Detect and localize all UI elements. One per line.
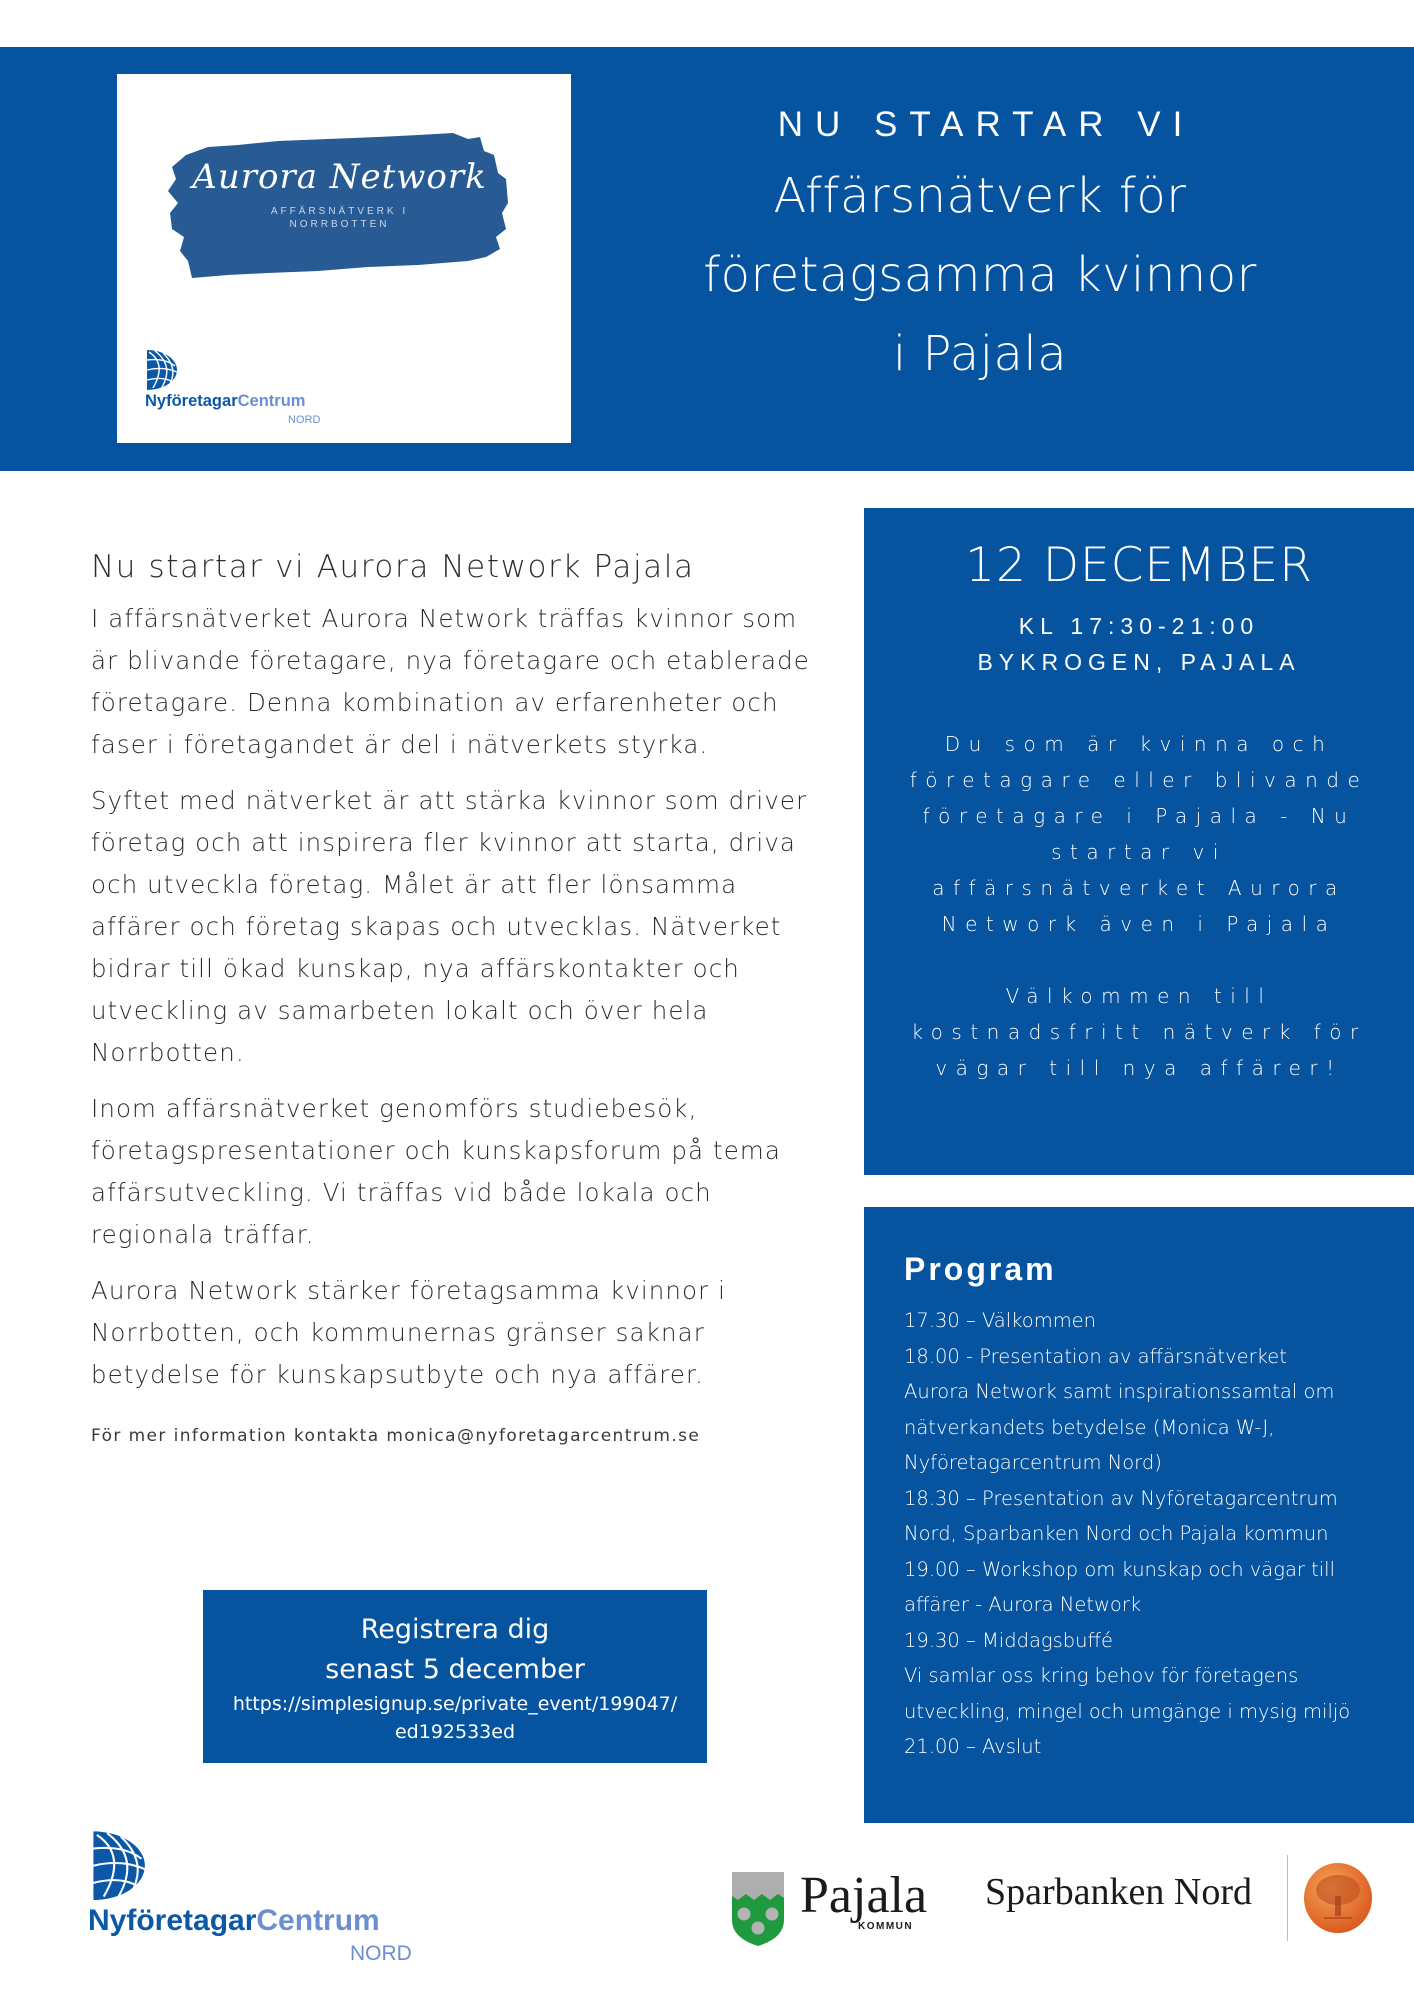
intro-heading: Nu startar vi Aurora Network Pajala — [91, 549, 695, 585]
program-line: 19.00 – Workshop om kunskap och vägar till — [904, 1557, 1336, 1581]
event-info-box — [864, 508, 1414, 1175]
program-line: 21.00 – Avslut — [904, 1735, 1042, 1758]
aurora-subtitle-line2: NORRBOTTEN — [289, 219, 390, 230]
program-line: affärer - Aurora Network — [904, 1593, 1142, 1616]
intro-paragraph: Aurora Network stärker företagsamma kvinnor i Norrbotten, och kommunernas gränser saknar betydelse för kunskapsutbyte och nya affärer. — [91, 1276, 727, 1389]
intro-paragraph: Syftet med nätverket är att stärka kvinnor som driver företag och att inspirera fler kvinnor att starta, driva och utveckla företag. Målet är att fler lönsamma affärer och företag skapas och utvecklas. Nätverket bidrar till ökad kunskap, nya affärskontakter och utveckling av samarbeten lokalt och över hela Norrbotten. — [91, 786, 808, 1067]
program-title: Program — [904, 1251, 1057, 1287]
hero — [640, 95, 1320, 394]
oak-tree-coin-icon — [1302, 1862, 1374, 1934]
pajala-kommun-label: KOMMUN — [858, 1921, 914, 1932]
register-box[interactable] — [203, 1590, 707, 1763]
hero-kicker: NU STARTAR VI — [777, 105, 1195, 144]
nyforetagarcentrum-wordmark — [88, 1904, 380, 1938]
register-line1: Registrera dig — [360, 1614, 550, 1645]
event-invite-text: Du som är kvinna och företagare eller blivande företagare i Pajala - Nu startar vi affärsnätverket Aurora Network även i Pajala — [909, 732, 1369, 936]
sparbanken-nord-wordmark: Sparbanken Nord — [985, 1871, 1252, 1913]
nyforetagarcentrum-logo-footer — [88, 1826, 428, 1976]
nyf-word-part2: Centrum — [256, 1904, 380, 1937]
register-line2: senast 5 december — [325, 1654, 585, 1685]
program-line: 19.30 – Middagsbuffé — [904, 1628, 1113, 1652]
program-line: 18.00 - Presentation av affärsnätverket — [904, 1344, 1287, 1368]
nyforetagarcentrum-logo-small — [145, 348, 335, 433]
nyf-word-part2: Centrum — [237, 392, 306, 410]
aurora-network-logo — [168, 133, 511, 278]
hero-title-line: företagsamma kvinnor — [703, 247, 1257, 303]
nyf-region: NORD — [288, 414, 321, 426]
program-line: utveckling, mingel och umgänge i mysig miljö — [904, 1699, 1351, 1723]
hero-title-line: Affärsnätverk för — [773, 168, 1187, 224]
register-link[interactable]: https://simplesignup.se/private_event/199047/ed192533ed — [232, 1693, 678, 1743]
globe-icon — [90, 1826, 162, 1902]
program-line: Nord, Sparbanken Nord och Pajala kommun — [904, 1522, 1329, 1545]
logo-divider — [1287, 1855, 1288, 1941]
program-line: 17.30 – Välkommen — [904, 1309, 1097, 1332]
program-line: Nyföretagarcentrum Nord) — [904, 1451, 1162, 1474]
nyf-word-part1: Nyföretagar — [145, 392, 238, 410]
hero-title-line: i Pajala — [892, 326, 1068, 382]
event-venue: BYKROGEN, PAJALA — [977, 649, 1301, 675]
hero-title — [640, 157, 1320, 394]
aurora-subtitle-line1: AFFÄRSNÄTVERK I — [270, 206, 409, 217]
nyf-word-part1: Nyföretagar — [88, 1904, 257, 1937]
coat-of-arms-icon — [730, 1870, 786, 1946]
program-line: 18.30 – Presentation av Nyföretagarcentrum — [904, 1486, 1338, 1510]
globe-icon — [145, 348, 187, 390]
program-line: Aurora Network samt inspirationssamtal om — [904, 1380, 1335, 1403]
nyforetagarcentrum-wordmark — [145, 392, 305, 411]
program-line: nätverkandets betydelse (Monica W-J, — [904, 1415, 1275, 1439]
intro-paragraph: I affärsnätverket Aurora Network träffas kvinnor som är blivande företagare, nya företagare och etablerade företagare. Denna kombination av erfarenheter och faser i företagandet är del i nätverkets styrka. — [91, 604, 810, 759]
nyf-region: NORD — [350, 1942, 412, 1965]
program-line: Vi samlar oss kring behov för företagens — [904, 1664, 1299, 1687]
aurora-network-subtitle — [168, 205, 511, 231]
event-date: 12 DECEMBER — [965, 538, 1313, 593]
program-box — [864, 1207, 1414, 1823]
event-welcome-text: Välkommen till kostnadsfritt nätverk för vägar till nya affärer! — [911, 984, 1367, 1080]
pajala-kommun-logo — [730, 1867, 945, 1950]
intro-paragraph: Inom affärsnätverket genomförs studiebesök, företagspresentationer och kunskapsforum på tema affärsutveckling. Vi träffas vid både lokala och regionala träffar. — [91, 1094, 782, 1249]
event-time: KL 17:30-21:00 — [1018, 613, 1260, 639]
aurora-network-wordmark: Aurora Network — [192, 157, 487, 197]
program-list — [904, 1303, 1404, 1765]
intro-section — [91, 540, 831, 1446]
contact-info: För mer information kontakta monica@nyforetagarcentrum.se — [91, 1426, 701, 1446]
pajala-wordmark: Pajala — [800, 1867, 928, 1924]
